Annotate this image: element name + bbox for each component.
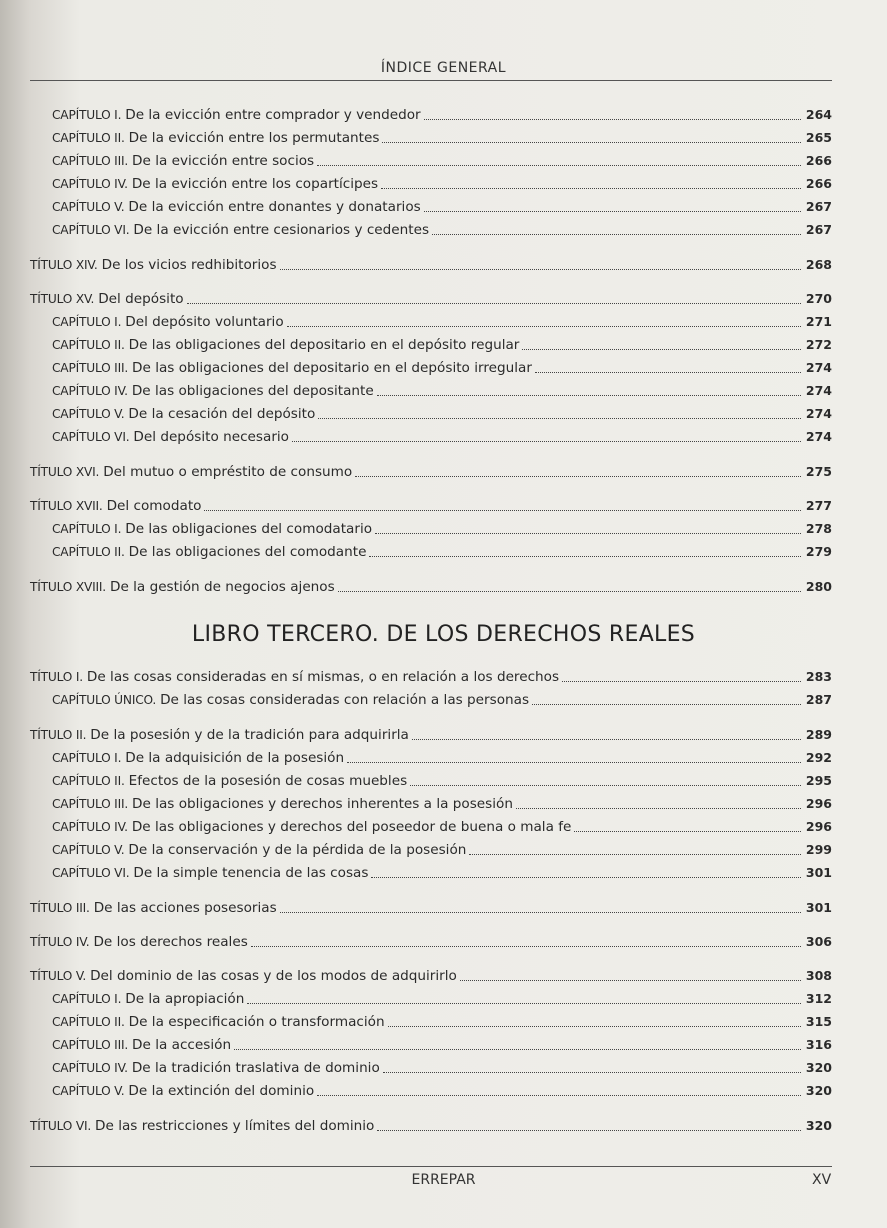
toc-entry-title: De la posesión y de la tradición para adquirirla bbox=[90, 727, 409, 743]
toc-entry-title: De las obligaciones del comodatario bbox=[125, 521, 373, 537]
header-rule bbox=[30, 80, 832, 81]
toc-entry-title: De la extinción del dominio bbox=[128, 1083, 315, 1099]
toc-page-number: 296 bbox=[805, 819, 832, 834]
dot-leader bbox=[574, 830, 801, 832]
toc-entry-text bbox=[52, 842, 466, 858]
dot-leader bbox=[522, 348, 801, 350]
toc-entry-text bbox=[52, 865, 368, 881]
toc-page-number: 266 bbox=[805, 153, 832, 168]
dot-leader bbox=[280, 268, 801, 270]
toc-entry-title: De la evicción entre los permutantes bbox=[128, 130, 380, 146]
toc-page-number: 296 bbox=[805, 796, 832, 811]
footer-page-number: XV bbox=[812, 1172, 832, 1188]
toc-entry-text bbox=[52, 692, 529, 708]
dot-leader bbox=[535, 371, 801, 373]
toc-entry-title: Del comodato bbox=[106, 498, 202, 514]
toc-entry-prefix: TÍTULO XVI. bbox=[30, 465, 100, 479]
toc-entry-prefix: CAPÍTULO IV. bbox=[52, 1061, 128, 1075]
toc-chapter-entry bbox=[0, 216, 887, 238]
toc-page-number: 312 bbox=[805, 991, 832, 1006]
toc-page-number: 308 bbox=[805, 968, 832, 983]
toc-page-number: 270 bbox=[805, 291, 832, 306]
toc-entry-text bbox=[52, 130, 379, 146]
toc-entry-text bbox=[30, 669, 559, 685]
toc-entry-title: De la accesión bbox=[132, 1037, 232, 1053]
toc-entry-text bbox=[52, 1037, 231, 1053]
toc-entry-prefix: TÍTULO III. bbox=[30, 901, 90, 915]
toc-chapter-entry bbox=[0, 1077, 887, 1099]
toc-entry-title: De los vicios redhibitorios bbox=[101, 257, 277, 273]
dot-leader bbox=[532, 703, 801, 705]
dot-leader bbox=[292, 440, 801, 442]
toc-title-entry bbox=[0, 251, 887, 273]
toc-entry-text bbox=[52, 107, 421, 123]
toc-title-entry bbox=[0, 928, 887, 950]
dot-leader bbox=[388, 1025, 801, 1027]
toc-entry-prefix: CAPÍTULO II. bbox=[52, 131, 125, 145]
toc-title-entry bbox=[0, 894, 887, 916]
toc-page-number: 277 bbox=[805, 498, 832, 513]
toc-entry-title: Del depósito voluntario bbox=[125, 314, 284, 330]
toc-title-entry bbox=[0, 458, 887, 480]
toc-page-number: 265 bbox=[805, 130, 832, 145]
toc-title-entry bbox=[0, 663, 887, 685]
toc-entry-title: De la evicción entre donantes y donatarios bbox=[128, 199, 421, 215]
toc-entry-title: De la evicción entre socios bbox=[132, 153, 315, 169]
toc-entry-prefix: CAPÍTULO IV. bbox=[52, 820, 128, 834]
toc-entry-text bbox=[52, 337, 519, 353]
toc-page-number: 274 bbox=[805, 383, 832, 398]
toc-entry-text bbox=[52, 176, 378, 192]
toc-page-number: 289 bbox=[805, 727, 832, 742]
toc-entry-title: De las obligaciones del depositante bbox=[131, 383, 374, 399]
dot-leader bbox=[460, 979, 801, 981]
toc-page-number: 320 bbox=[805, 1083, 832, 1098]
dot-leader bbox=[317, 1094, 801, 1096]
dot-leader bbox=[377, 1129, 801, 1131]
toc-entry-text bbox=[52, 819, 571, 835]
toc-page-number: 275 bbox=[805, 464, 832, 479]
toc-entry-prefix: CAPÍTULO III. bbox=[52, 1038, 129, 1052]
toc-entry-text bbox=[30, 727, 409, 743]
toc-title-entry bbox=[0, 1112, 887, 1134]
toc-chapter-entry bbox=[0, 354, 887, 376]
toc-entry-text bbox=[52, 1014, 385, 1030]
toc-entry-text bbox=[52, 773, 407, 789]
dot-leader bbox=[369, 555, 801, 557]
toc-entry-prefix: CAPÍTULO I. bbox=[52, 108, 122, 122]
toc-entry-title: De la especificación o transformación bbox=[128, 1014, 385, 1030]
toc-entry-prefix: TÍTULO XVII. bbox=[30, 499, 103, 513]
toc-entry-text bbox=[30, 968, 457, 984]
toc-chapter-entry bbox=[0, 331, 887, 353]
toc-entry-prefix: CAPÍTULO IV. bbox=[52, 177, 128, 191]
dot-leader bbox=[381, 187, 801, 189]
toc-entry-title: De las obligaciones y derechos del poseedor de buena o mala fe bbox=[131, 819, 572, 835]
dot-leader bbox=[234, 1048, 801, 1050]
toc-page-number: 287 bbox=[805, 692, 832, 707]
toc-entry-text bbox=[52, 222, 429, 238]
toc-entry-prefix: CAPÍTULO VI. bbox=[52, 223, 130, 237]
toc-entry-prefix: CAPÍTULO III. bbox=[52, 797, 129, 811]
toc-page-number: 267 bbox=[805, 199, 832, 214]
toc-entry-prefix: CAPÍTULO III. bbox=[52, 154, 129, 168]
running-header: ÍNDICE GENERAL bbox=[380, 60, 507, 76]
toc-entry-text bbox=[30, 579, 335, 595]
dot-leader bbox=[247, 1002, 801, 1004]
dot-leader bbox=[469, 853, 801, 855]
toc-chapter-entry bbox=[0, 813, 887, 835]
toc-page-number: 320 bbox=[805, 1060, 832, 1075]
toc-chapter-entry bbox=[0, 423, 887, 445]
dot-leader bbox=[562, 680, 801, 682]
toc-page-number: 283 bbox=[805, 669, 832, 684]
toc-entry-prefix: TÍTULO VI. bbox=[30, 1119, 92, 1133]
toc-entry-title: De las restricciones y límites del dominio bbox=[95, 1118, 375, 1134]
dot-leader bbox=[432, 233, 801, 235]
toc-entry-title: De los derechos reales bbox=[93, 934, 248, 950]
toc-chapter-entry bbox=[0, 1008, 887, 1030]
dot-leader bbox=[410, 784, 801, 786]
dot-leader bbox=[355, 475, 801, 477]
toc-entry-prefix: CAPÍTULO V. bbox=[52, 407, 125, 421]
toc-entry-text bbox=[30, 934, 248, 950]
toc-entry-title: De las obligaciones y derechos inherentes a la posesión bbox=[132, 796, 513, 812]
toc-entry-title: De las acciones posesorias bbox=[93, 900, 277, 916]
toc-chapter-entry bbox=[0, 767, 887, 789]
toc-entry-prefix: CAPÍTULO I. bbox=[52, 522, 122, 536]
toc-entry-text bbox=[52, 1083, 314, 1099]
toc-entry-text bbox=[52, 360, 532, 376]
toc-chapter-entry bbox=[0, 170, 887, 192]
toc-page-number: 292 bbox=[805, 750, 832, 765]
dot-leader bbox=[382, 141, 801, 143]
toc-entry-prefix: CAPÍTULO ÚNICO. bbox=[52, 693, 157, 707]
toc-chapter-entry bbox=[0, 1054, 887, 1076]
toc-entry-title: Del depósito bbox=[98, 291, 184, 307]
toc-chapter-entry bbox=[0, 686, 887, 708]
toc-entry-prefix: TÍTULO XVIII. bbox=[30, 580, 106, 594]
toc-entry-text bbox=[30, 464, 352, 480]
dot-leader bbox=[338, 590, 801, 592]
toc-chapter-entry bbox=[0, 836, 887, 858]
toc-chapter-entry bbox=[0, 101, 887, 123]
toc-entry-title: De la apropiación bbox=[125, 991, 245, 1007]
dot-leader bbox=[424, 210, 801, 212]
toc-entry-title: Del depósito necesario bbox=[133, 429, 289, 445]
toc-entry-title: De las obligaciones del comodante bbox=[128, 544, 367, 560]
toc-chapter-entry bbox=[0, 515, 887, 537]
toc-entry-title: De la evicción entre comprador y vendedor bbox=[125, 107, 421, 123]
toc-page-number: 306 bbox=[805, 934, 832, 949]
toc-entry-prefix: TÍTULO V. bbox=[30, 969, 87, 983]
dot-leader bbox=[424, 118, 801, 120]
toc-title-entry bbox=[0, 962, 887, 984]
toc-entry-text bbox=[52, 199, 421, 215]
toc-entry-title: Del mutuo o empréstito de consumo bbox=[103, 464, 353, 480]
toc-entry-title: De la adquisición de la posesión bbox=[125, 750, 345, 766]
toc-entry-text bbox=[30, 291, 184, 307]
dot-leader bbox=[204, 509, 801, 511]
book-section-title: LIBRO TERCERO. DE LOS DERECHOS REALES bbox=[191, 622, 696, 647]
toc-page-number: 274 bbox=[805, 429, 832, 444]
toc-page-number: 295 bbox=[805, 773, 832, 788]
toc-page-number: 274 bbox=[805, 406, 832, 421]
toc-entry-prefix: TÍTULO XIV. bbox=[30, 258, 98, 272]
toc-entry-prefix: TÍTULO XV. bbox=[30, 292, 95, 306]
toc-page-number: 278 bbox=[805, 521, 832, 536]
toc-entry-text bbox=[52, 1060, 380, 1076]
toc-entry-title: De las cosas consideradas en sí mismas, o en relación a los derechos bbox=[86, 669, 560, 685]
toc-entry-text bbox=[52, 521, 372, 537]
dot-leader bbox=[371, 876, 801, 878]
toc-entry-text bbox=[52, 544, 366, 560]
toc-page-number: 301 bbox=[805, 865, 832, 880]
toc-chapter-entry bbox=[0, 1031, 887, 1053]
toc-entry-text bbox=[52, 991, 244, 1007]
toc-entry-text bbox=[52, 406, 315, 422]
toc-entry-prefix: CAPÍTULO II. bbox=[52, 545, 125, 559]
toc-entry-title: De las obligaciones del depositario en el depósito irregular bbox=[132, 360, 532, 376]
dot-leader bbox=[280, 911, 801, 913]
toc-page-number: 279 bbox=[805, 544, 832, 559]
toc-entry-prefix: CAPÍTULO V. bbox=[52, 843, 125, 857]
toc-page-number: 320 bbox=[805, 1118, 832, 1133]
toc-title-entry bbox=[0, 573, 887, 595]
toc-page-number: 280 bbox=[805, 579, 832, 594]
toc-entry-text bbox=[30, 498, 201, 514]
dot-leader bbox=[375, 532, 801, 534]
toc-chapter-entry bbox=[0, 538, 887, 560]
dot-leader bbox=[347, 761, 801, 763]
toc-entry-prefix: CAPÍTULO I. bbox=[52, 992, 122, 1006]
toc-entry-prefix: CAPÍTULO V. bbox=[52, 1084, 125, 1098]
toc-entry-title: De la tradición traslativa de dominio bbox=[131, 1060, 380, 1076]
toc-entry-text bbox=[52, 153, 314, 169]
toc-page-number: 316 bbox=[805, 1037, 832, 1052]
toc-entry-text bbox=[30, 900, 277, 916]
toc-entry-prefix: CAPÍTULO II. bbox=[52, 774, 125, 788]
toc-chapter-entry bbox=[0, 859, 887, 881]
toc-entry-title: De la evicción entre los copartícipes bbox=[131, 176, 379, 192]
toc-page-number: 266 bbox=[805, 176, 832, 191]
toc-title-entry bbox=[0, 721, 887, 743]
toc-entry-title: De la cesación del depósito bbox=[128, 406, 316, 422]
toc-entry-text bbox=[52, 429, 289, 445]
toc-entry-title: De la simple tenencia de las cosas bbox=[133, 865, 369, 881]
toc-entry-prefix: CAPÍTULO V. bbox=[52, 200, 125, 214]
toc-chapter-entry bbox=[0, 744, 887, 766]
dot-leader bbox=[377, 394, 801, 396]
toc-entry-prefix: CAPÍTULO IV. bbox=[52, 384, 128, 398]
toc-entry-title: Efectos de la posesión de cosas muebles bbox=[128, 773, 408, 789]
toc-chapter-entry bbox=[0, 308, 887, 330]
toc-entry-prefix: CAPÍTULO VI. bbox=[52, 866, 130, 880]
toc-entry-prefix: TÍTULO II. bbox=[30, 728, 87, 742]
toc-title-entry bbox=[0, 492, 887, 514]
toc-chapter-entry bbox=[0, 147, 887, 169]
toc-entry-text bbox=[52, 383, 374, 399]
toc-entry-prefix: CAPÍTULO III. bbox=[52, 361, 129, 375]
footer-publisher: ERREPAR bbox=[411, 1172, 476, 1188]
toc-entry-text bbox=[52, 796, 513, 812]
toc-entry-title: De la gestión de negocios ajenos bbox=[109, 579, 335, 595]
toc-page-number: 301 bbox=[805, 900, 832, 915]
dot-leader bbox=[383, 1071, 801, 1073]
toc-entry-title: De la conservación y de la pérdida de la posesión bbox=[128, 842, 467, 858]
toc-entry-prefix: CAPÍTULO II. bbox=[52, 338, 125, 352]
toc-chapter-entry bbox=[0, 193, 887, 215]
toc-page-number: 267 bbox=[805, 222, 832, 237]
toc-page-number: 299 bbox=[805, 842, 832, 857]
toc-chapter-entry bbox=[0, 124, 887, 146]
toc-entry-prefix: TÍTULO IV. bbox=[30, 935, 90, 949]
dot-leader bbox=[516, 807, 801, 809]
toc-entry-prefix: CAPÍTULO II. bbox=[52, 1015, 125, 1029]
toc-page-number: 271 bbox=[805, 314, 832, 329]
toc-page-number: 315 bbox=[805, 1014, 832, 1029]
dot-leader bbox=[317, 164, 801, 166]
toc-entry-prefix: CAPÍTULO I. bbox=[52, 751, 122, 765]
toc-entry-title: De las cosas consideradas con relación a las personas bbox=[160, 692, 530, 708]
toc-entry-text bbox=[52, 750, 344, 766]
dot-leader bbox=[251, 945, 801, 947]
toc-entry-prefix: CAPÍTULO I. bbox=[52, 315, 122, 329]
toc-page-number: 264 bbox=[805, 107, 832, 122]
toc-entry-text bbox=[52, 314, 284, 330]
toc-title-entry bbox=[0, 285, 887, 307]
toc-chapter-entry bbox=[0, 985, 887, 1007]
toc-entry-title: Del dominio de las cosas y de los modos de adquirirlo bbox=[90, 968, 457, 984]
toc-page-number: 274 bbox=[805, 360, 832, 375]
dot-leader bbox=[318, 417, 801, 419]
toc-entry-prefix: CAPÍTULO VI. bbox=[52, 430, 130, 444]
dot-leader bbox=[287, 325, 801, 327]
toc-entry-text bbox=[30, 1118, 374, 1134]
toc-entry-title: De las obligaciones del depositario en el depósito regular bbox=[128, 337, 520, 353]
toc-page-number: 272 bbox=[805, 337, 832, 352]
footer-rule bbox=[30, 1166, 832, 1167]
toc-page-number: 268 bbox=[805, 257, 832, 272]
toc-chapter-entry bbox=[0, 790, 887, 812]
toc-entry-text bbox=[30, 257, 277, 273]
toc-entry-prefix: TÍTULO I. bbox=[30, 670, 83, 684]
toc-entry-title: De la evicción entre cesionarios y cedentes bbox=[133, 222, 430, 238]
toc-chapter-entry bbox=[0, 377, 887, 399]
dot-leader bbox=[187, 302, 801, 304]
dot-leader bbox=[412, 738, 801, 740]
toc-chapter-entry bbox=[0, 400, 887, 422]
